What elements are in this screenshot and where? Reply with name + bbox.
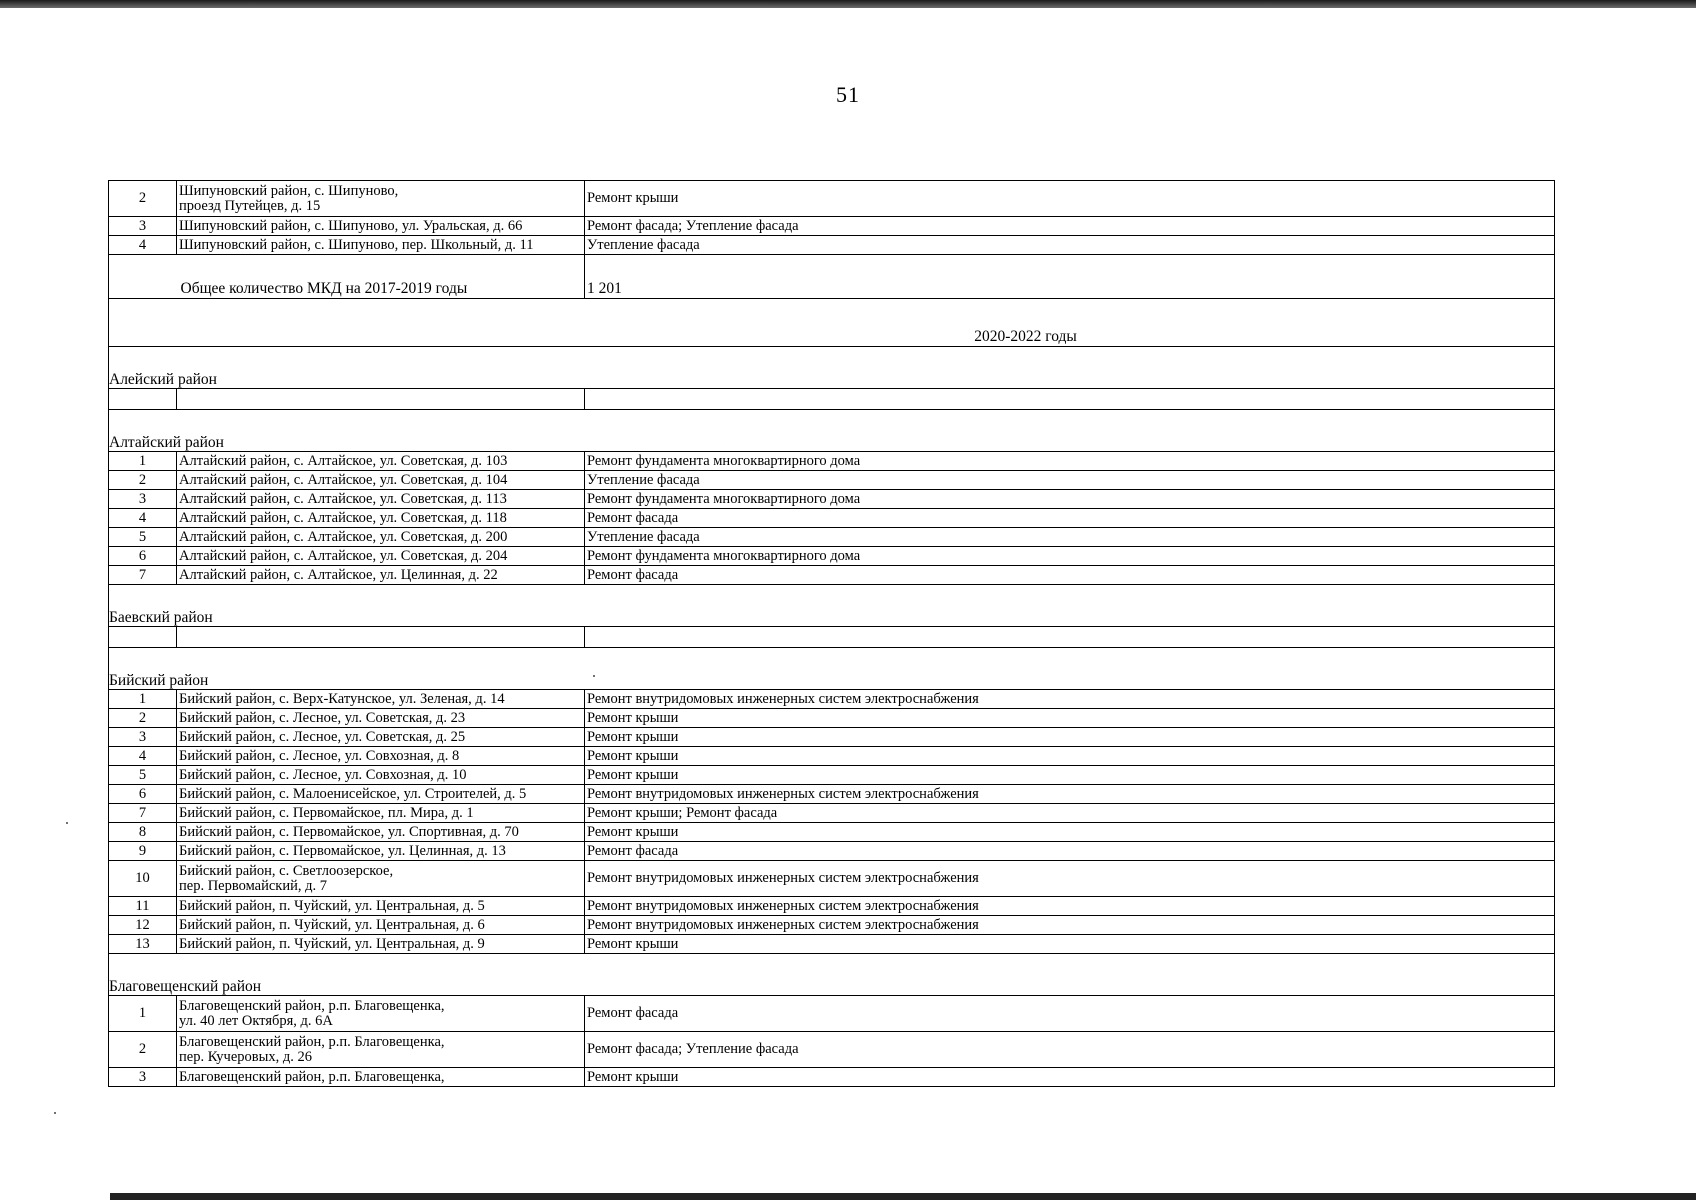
table-row	[109, 861, 1555, 897]
row-work-type: Ремонт внутридомовых инженерных систем электроснабжения	[585, 861, 1555, 897]
total-label: Общее количество МКД на 2017-2019 годы	[177, 255, 585, 299]
table-row	[109, 897, 1555, 916]
row-number: 2	[109, 181, 177, 217]
row-address-cell	[177, 747, 585, 766]
row-work-type: Ремонт фундамента многоквартирного дома	[585, 547, 1555, 566]
period-heading: 2020-2022 годы	[109, 299, 1555, 347]
row-work-type: Ремонт крыши	[585, 747, 1555, 766]
row-number: 5	[109, 528, 177, 547]
row-address: Бийский район, с. Светлоозерское, пер. Первомайский, д. 7	[179, 862, 394, 894]
row-address-cell	[177, 935, 585, 954]
row-address: Бийский район, с. Верх-Катунское, ул. Зеленая, д. 14	[179, 690, 505, 707]
row-address-cell	[177, 547, 585, 566]
district-name: Бийский район	[109, 648, 1555, 690]
row-address-cell	[177, 785, 585, 804]
row-work-type: Ремонт фундамента многоквартирного дома	[585, 490, 1555, 509]
table-row	[109, 823, 1555, 842]
table-row	[109, 236, 1555, 255]
row-address-cell	[177, 471, 585, 490]
row-work-type: Ремонт фасада	[585, 996, 1555, 1032]
table-body	[109, 181, 1555, 1087]
row-address: Алтайский район, с. Алтайское, ул. Советская, д. 103	[179, 452, 508, 469]
table-row	[109, 785, 1555, 804]
row-address: Алтайский район, с. Алтайское, ул. Советская, д. 104	[179, 471, 508, 488]
row-work-type: Ремонт фундамента многоквартирного дома	[585, 452, 1555, 471]
row-address-cell	[177, 842, 585, 861]
table-row	[109, 452, 1555, 471]
row-work-type: Ремонт внутридомовых инженерных систем электроснабжения	[585, 897, 1555, 916]
table-row	[109, 566, 1555, 585]
district-heading-row	[109, 954, 1555, 996]
row-address: Бийский район, с. Первомайское, ул. Спортивная, д. 70	[179, 823, 519, 840]
period-heading-row	[109, 299, 1555, 347]
district-heading-row	[109, 648, 1555, 690]
row-address-cell	[177, 804, 585, 823]
row-work-type: Утепление фасада	[585, 471, 1555, 490]
row-work-type: Ремонт фасада	[585, 842, 1555, 861]
row-work-type: Ремонт крыши	[585, 181, 1555, 217]
row-address-cell	[177, 509, 585, 528]
empty-cell	[177, 389, 585, 410]
row-number: 12	[109, 916, 177, 935]
district-name: Баевский район	[109, 585, 1555, 627]
row-number: 8	[109, 823, 177, 842]
row-work-type: Ремонт фасада; Утепление фасада	[585, 217, 1555, 236]
row-address: Алтайский район, с. Алтайское, ул. Советская, д. 113	[179, 490, 507, 507]
row-number: 6	[109, 547, 177, 566]
row-address-cell	[177, 217, 585, 236]
table-row	[109, 181, 1555, 217]
row-number: 7	[109, 804, 177, 823]
district-name: Алтайский район	[109, 410, 1555, 452]
row-number: 2	[109, 1032, 177, 1068]
row-address: Алтайский район, с. Алтайское, ул. Целинная, д. 22	[179, 566, 498, 583]
row-work-type: Ремонт крыши	[585, 766, 1555, 785]
row-address: Бийский район, с. Лесное, ул. Совхозная, д. 8	[179, 747, 460, 764]
row-number: 6	[109, 785, 177, 804]
table-row	[109, 842, 1555, 861]
row-work-type: Ремонт фасада; Утепление фасада	[585, 1032, 1555, 1068]
row-number: 2	[109, 471, 177, 490]
table-row	[109, 709, 1555, 728]
row-number: 3	[109, 490, 177, 509]
row-address-cell	[177, 897, 585, 916]
table-row	[109, 690, 1555, 709]
table-row	[109, 766, 1555, 785]
table-row	[109, 1032, 1555, 1068]
row-address: Благовещенский район, р.п. Благовещенка, ул. 40 лет Октября, д. 6А	[179, 997, 445, 1029]
row-address: Алтайский район, с. Алтайское, ул. Советская, д. 200	[179, 528, 508, 545]
row-address: Бийский район, п. Чуйский, ул. Центральная, д. 9	[179, 935, 485, 952]
table-row	[109, 728, 1555, 747]
row-number: 3	[109, 217, 177, 236]
row-number: 10	[109, 861, 177, 897]
table-row	[109, 471, 1555, 490]
table-row	[109, 528, 1555, 547]
row-address-cell	[177, 528, 585, 547]
empty-cell	[585, 389, 1555, 410]
row-address: Алтайский район, с. Алтайское, ул. Советская, д. 118	[179, 509, 507, 526]
empty-row	[109, 389, 1555, 410]
row-address-cell	[177, 452, 585, 471]
row-address-cell	[177, 996, 585, 1032]
row-number: 1	[109, 452, 177, 471]
row-address-cell	[177, 728, 585, 747]
district-heading-row	[109, 347, 1555, 389]
scan-edge-top	[0, 0, 1696, 8]
row-address: Шипуновский район, с. Шипуново, проезд Путейцев, д. 15	[179, 182, 399, 214]
row-number: 1	[109, 690, 177, 709]
row-address: Бийский район, с. Лесное, ул. Советская, д. 23	[179, 709, 466, 726]
row-number: 2	[109, 709, 177, 728]
table-row	[109, 217, 1555, 236]
row-number: 11	[109, 897, 177, 916]
row-address: Бийский район, с. Первомайское, ул. Целинная, д. 13	[179, 842, 506, 859]
row-number: 13	[109, 935, 177, 954]
table-row	[109, 509, 1555, 528]
row-number: 7	[109, 566, 177, 585]
row-address: Бийский район, с. Малоенисейское, ул. Строителей, д. 5	[179, 785, 527, 802]
empty-cell	[585, 627, 1555, 648]
page-number: 51	[836, 82, 860, 107]
row-address-cell	[177, 566, 585, 585]
row-work-type: Ремонт крыши	[585, 728, 1555, 747]
table-row	[109, 490, 1555, 509]
row-address: Бийский район, с. Лесное, ул. Совхозная, д. 10	[179, 766, 467, 783]
row-address: Бийский район, с. Лесное, ул. Советская, д. 25	[179, 728, 466, 745]
total-row	[109, 255, 1555, 299]
empty-row	[109, 627, 1555, 648]
table-row	[109, 916, 1555, 935]
row-number: 5	[109, 766, 177, 785]
table-row	[109, 804, 1555, 823]
row-address: Шипуновский район, с. Шипуново, ул. Уральская, д. 66	[179, 217, 523, 234]
row-number: 4	[109, 236, 177, 255]
row-address-cell	[177, 690, 585, 709]
row-work-type: Ремонт фасада	[585, 509, 1555, 528]
row-work-type: Ремонт крыши	[585, 823, 1555, 842]
row-number: 3	[109, 1068, 177, 1087]
repair-program-table	[108, 180, 1555, 1087]
row-work-type: Ремонт крыши; Ремонт фасада	[585, 804, 1555, 823]
table-row	[109, 747, 1555, 766]
row-number: 4	[109, 747, 177, 766]
district-heading-row	[109, 585, 1555, 627]
row-address: Алтайский район, с. Алтайское, ул. Советская, д. 204	[179, 547, 508, 564]
row-number: 1	[109, 996, 177, 1032]
row-address-cell	[177, 823, 585, 842]
row-address-cell	[177, 709, 585, 728]
row-number: 4	[109, 509, 177, 528]
district-heading-row	[109, 410, 1555, 452]
row-work-type: Ремонт крыши	[585, 709, 1555, 728]
row-work-type: Ремонт крыши	[585, 1068, 1555, 1087]
total-value: 1 201	[585, 255, 1555, 299]
empty-cell	[177, 627, 585, 648]
scan-speck	[54, 1112, 56, 1114]
row-address: Благовещенский район, р.п. Благовещенка,	[179, 1068, 445, 1085]
empty-cell	[109, 389, 177, 410]
row-address-cell	[177, 861, 585, 897]
table-row	[109, 547, 1555, 566]
row-address: Благовещенский район, р.п. Благовещенка, пер. Кучеровых, д. 26	[179, 1033, 445, 1065]
row-address-cell	[177, 490, 585, 509]
row-address: Бийский район, п. Чуйский, ул. Центральная, д. 5	[179, 897, 485, 914]
row-address: Бийский район, с. Первомайское, пл. Мира, д. 1	[179, 804, 474, 821]
row-address-cell	[177, 181, 585, 217]
empty-cell	[109, 627, 177, 648]
row-work-type: Ремонт внутридомовых инженерных систем электроснабжения	[585, 785, 1555, 804]
row-number: 9	[109, 842, 177, 861]
row-address: Бийский район, п. Чуйский, ул. Центральная, д. 6	[179, 916, 485, 933]
row-work-type: Ремонт внутридомовых инженерных систем электроснабжения	[585, 916, 1555, 935]
table-row	[109, 935, 1555, 954]
table-row	[109, 1068, 1555, 1087]
row-address-cell	[177, 766, 585, 785]
row-work-type: Утепление фасада	[585, 528, 1555, 547]
district-name: Алейский район	[109, 347, 1555, 389]
row-work-type: Ремонт фасада	[585, 566, 1555, 585]
row-work-type: Утепление фасада	[585, 236, 1555, 255]
scan-edge-bottom	[110, 1193, 1696, 1200]
row-work-type: Ремонт внутридомовых инженерных систем электроснабжения	[585, 690, 1555, 709]
district-name: Благовещенский район	[109, 954, 1555, 996]
row-address: Шипуновский район, с. Шипуново, пер. Школьный, д. 11	[179, 236, 534, 253]
total-spacer	[109, 255, 177, 299]
row-address-cell	[177, 916, 585, 935]
row-number: 3	[109, 728, 177, 747]
row-address-cell	[177, 1068, 585, 1087]
row-address-cell	[177, 236, 585, 255]
row-work-type: Ремонт крыши	[585, 935, 1555, 954]
scan-speck	[66, 822, 68, 824]
row-address-cell	[177, 1032, 585, 1068]
table-row	[109, 996, 1555, 1032]
